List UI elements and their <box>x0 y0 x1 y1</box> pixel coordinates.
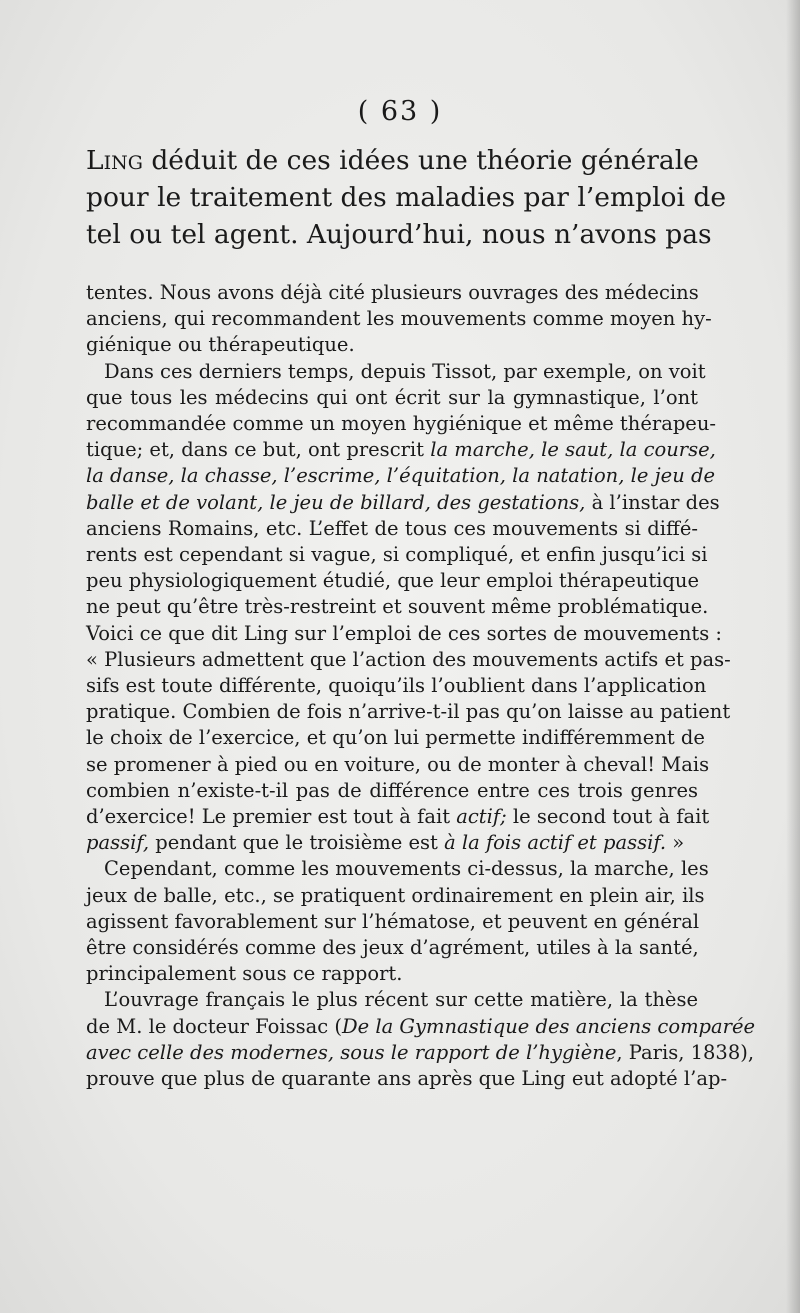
text-segment: être considérés comme des jeux d’agrément, utiles à la santé, <box>86 936 699 960</box>
heading-smallcaps-name: Ling <box>86 145 143 176</box>
text-segment: que tous les médecins qui ont écrit sur la gymnastique, l’ont <box>86 385 698 409</box>
body-line <box>86 542 708 568</box>
text-segment: prouve que plus de quarante ans après que Ling eut adopté l’ap- <box>86 1067 728 1091</box>
text-segment: « Plusieurs admettent que l’action des mouvements actifs et pas- <box>86 647 731 671</box>
body-line <box>86 830 698 856</box>
body-line <box>86 490 720 516</box>
body-line <box>86 935 698 961</box>
body-line <box>86 699 731 725</box>
body-line <box>86 411 716 437</box>
body-line <box>86 568 698 594</box>
text-segment: tique; et, dans ce but, ont prescrit <box>86 438 431 462</box>
text-segment: anciens, qui recommandent les mouvements comme moyen hy- <box>86 307 712 331</box>
body-line <box>86 673 707 699</box>
body-line <box>86 280 698 306</box>
text-segment: Dans ces derniers temps, depuis Tissot, par exemple, on voit <box>104 359 706 383</box>
body-line <box>86 804 710 830</box>
text-segment: le choix de l’exercice, et qu’on lui permette indifféremment de <box>86 726 705 750</box>
heading-line-3: tel ou tel agent. Aujourd’hui, nous n’avons pas <box>86 219 712 250</box>
text-segment: Voici ce que dit Ling sur l’emploi de ces sortes de mouvements : <box>86 621 722 645</box>
italic-text: la danse, la chasse, l’escrime, l’équitation, la natation, le jeu de <box>86 464 715 488</box>
italic-text: à la fois actif et passif. <box>444 831 667 855</box>
text-segment: » <box>666 831 685 855</box>
italic-text: passif, <box>86 831 150 855</box>
italic-text: De la Gymnastique des anciens comparée <box>341 1014 756 1038</box>
text-segment: tentes. Nous avons déjà cité plusieurs ouvrages des médecins <box>86 281 699 304</box>
body-line <box>86 621 722 647</box>
body-line <box>86 961 698 987</box>
body-line <box>86 856 709 882</box>
body-line <box>86 385 698 411</box>
body-line <box>86 516 698 542</box>
italic-text: balle et de volant, le jeu de billard, des gestations, <box>86 490 586 514</box>
text-segment: giénique ou thérapeutique. <box>86 333 355 357</box>
body-line <box>86 725 705 751</box>
text-segment: d’exercice! Le premier est tout à fait <box>86 805 457 829</box>
body-line <box>86 1014 756 1040</box>
heading-line-1 <box>86 142 698 179</box>
italic-text: actif; <box>456 805 507 829</box>
body-text <box>86 280 756 1092</box>
body-line <box>86 987 698 1013</box>
text-segment: recommandée comme un moyen hygiénique et même thérapeu- <box>86 412 716 436</box>
text-segment: , Paris, 1838), <box>616 1040 755 1064</box>
text-segment: peu physiologiquement étudié, que leur emploi thérapeutique <box>86 569 699 593</box>
text-segment: rents est cependant si vague, si compliqué, et enfin jusqu’ici si <box>86 543 708 567</box>
body-line <box>86 647 731 673</box>
body-line <box>86 1066 728 1092</box>
body-line <box>86 909 698 935</box>
body-line <box>86 778 698 804</box>
body-line <box>86 306 712 332</box>
page-edge-shadow <box>786 0 800 1313</box>
text-segment: de M. le docteur Foissac ( <box>86 1014 342 1038</box>
body-line <box>86 883 705 909</box>
heading-paragraph <box>86 142 727 253</box>
body-line <box>86 332 698 358</box>
text-segment: combien n’existe-t-il pas de différence entre ces trois genres <box>86 778 698 802</box>
body-line <box>86 437 716 463</box>
text-segment: Cependant, comme les mouvements ci-dessus, la marche, les <box>104 857 709 881</box>
text-segment: ne peut qu’être très-restreint et souvent même problématique. <box>86 595 709 619</box>
text-segment: se promener à pied ou en voiture, ou de monter à cheval! Mais <box>86 752 710 776</box>
body-line <box>86 752 710 778</box>
text-segment: pendant que le troisième est <box>149 831 445 855</box>
heading-line-1-text: déduit de ces idées une théorie générale <box>142 145 699 176</box>
text-segment: anciens Romains, etc. L’effet de tous ces mouvements si diffé- <box>86 516 698 540</box>
text-segment: agissent favorablement sur l’hématose, et peuvent en général <box>86 909 700 933</box>
text-segment: le second tout à fait <box>506 805 710 829</box>
text-segment: L’ouvrage français le plus récent sur cette matière, la thèse <box>104 988 698 1012</box>
body-line <box>86 359 706 385</box>
body-line <box>86 594 709 620</box>
heading-line-2: pour le traitement des maladies par l’emploi de <box>86 182 727 213</box>
text-segment: pratique. Combien de fois n’arrive-t-il pas qu’on laisse au patient <box>86 700 731 724</box>
page-number: ( 63 ) <box>357 96 443 127</box>
text-segment: à l’instar des <box>585 490 720 514</box>
text-segment: principalement sous ce rapport. <box>86 962 403 986</box>
text-segment: jeux de balle, etc., se pratiquent ordinairement en plein air, ils <box>86 883 705 907</box>
italic-text: la marche, le saut, la course, <box>430 438 716 462</box>
body-line <box>86 463 715 489</box>
italic-text: avec celle des modernes, sous le rapport de l’hygiène <box>86 1040 617 1064</box>
body-line <box>86 1040 755 1066</box>
text-segment: sifs est toute différente, quoiqu’ils l’oublient dans l’application <box>86 674 707 698</box>
